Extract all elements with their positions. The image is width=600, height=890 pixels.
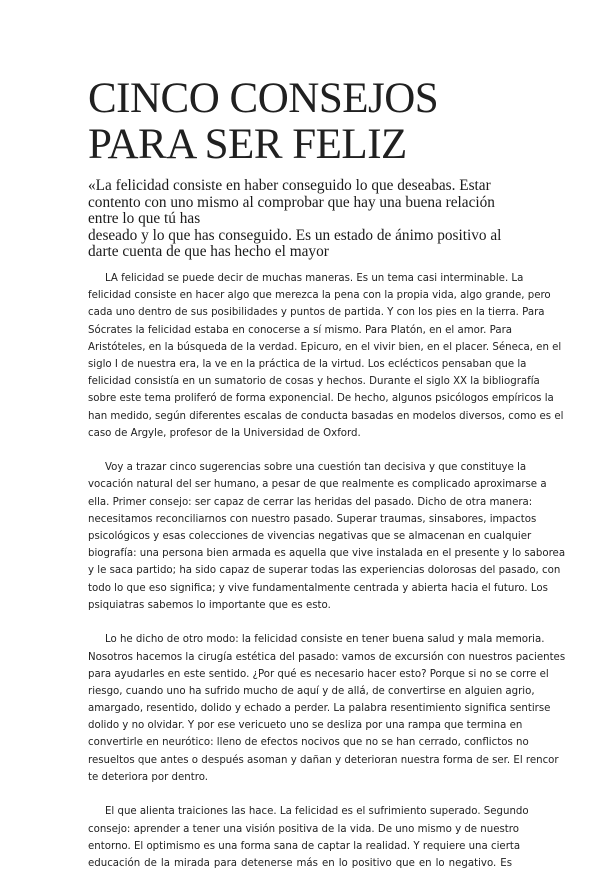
paragraph-line: biografía: una persona bien armada es aquella que vive instalada en el presente y lo saborea bbox=[88, 548, 566, 560]
body-paragraph bbox=[88, 270, 564, 442]
paragraph-line: riesgo, cuando uno ha sufrido mucho de aquí y de allá, de convertirse en alguien agrio, bbox=[88, 685, 535, 697]
paragraph-line: siglo I de nuestra era, la ve en la práctica de la virtud. Los eclécticos pensaban que la bbox=[88, 358, 527, 370]
title-line: PARA SER FELIZ bbox=[88, 121, 407, 168]
paragraph-line: Voy a trazar cinco sugerencias sobre una cuestión tan decisiva y que constituye la bbox=[105, 462, 527, 474]
paragraph-line: para ayudarles en este sentido. ¿Por qué es necesario hacer esto? Porque si no se corre el bbox=[88, 668, 549, 680]
lead-line: «La felicidad consiste en haber conseguido lo que deseabas. Estar bbox=[88, 177, 491, 194]
paragraph-line: Aristóteles, en la búsqueda de la verdad. Epicuro, en el vivir bien, en el placer. Séneca, en el bbox=[88, 341, 562, 353]
paragraph-line: han medido, según diferentes escalas de conducta basadas en modelos diversos, como es el bbox=[88, 410, 564, 422]
body-paragraph bbox=[88, 631, 566, 786]
paragraph-line: te deteriora por dentro. bbox=[88, 771, 208, 783]
paragraph-line: todo lo que eso significa; y vive fundamentalmente centrada y abierta hacia el futuro. Los bbox=[88, 582, 548, 594]
paragraph-line: LA felicidad se puede decir de muchas maneras. Es un tema casi interminable. La bbox=[105, 273, 524, 284]
paragraph-line: psiquiatras sabemos lo importante que es esto. bbox=[88, 599, 331, 611]
paragraph-line: y le saca partido; ha sido capaz de superar todas las experiencias dolorosas del pasado, con bbox=[88, 565, 561, 577]
paragraph-line: amargado, resentido, dolido y echado a perder. La palabra resentimiento significa sentirse bbox=[88, 703, 551, 715]
paragraph-line: Lo he dicho de otro modo: la felicidad consiste en tener buena salud y mala memoria. bbox=[105, 634, 545, 646]
body-paragraph bbox=[88, 459, 566, 614]
lead-line: darte cuenta de que has hecho el mayor bbox=[88, 243, 329, 261]
lead-quote bbox=[88, 178, 518, 261]
page-title bbox=[88, 76, 528, 168]
lead-line: deseado y lo que has conseguido. Es un estado de ánimo positivo al bbox=[88, 226, 502, 244]
title-line: CINCO CONSEJOS bbox=[88, 75, 439, 122]
paragraph-line: necesitamos reconciliarnos con nuestro pasado. Superar traumas, sinsabores, impactos bbox=[88, 513, 537, 525]
lead-line: entre lo que tú has bbox=[88, 210, 201, 228]
lead-line: contento con uno mismo al comprobar que hay una buena relación bbox=[88, 193, 495, 211]
paragraph-line: cada uno dentro de sus posibilidades y puntos de partida. Y con los pies en la tierra. Para bbox=[88, 307, 545, 319]
paragraph-line: convertirle en neurótico: lleno de efectos nocivos que no se han cerrado, conflictos no bbox=[88, 737, 529, 749]
paragraph-line: dolido y no olvidar. Y por ese vericueto uno se desliza por una rampa que termina en bbox=[88, 720, 523, 732]
article-body bbox=[88, 270, 566, 890]
paragraph-line: El que alienta traiciones las hace. La felicidad es el sufrimiento superado. Segundo bbox=[105, 806, 529, 818]
body-paragraph bbox=[88, 803, 529, 872]
paragraph-line: vocación natural del ser humano, a pesar de que realmente es complicado aproximarse a bbox=[88, 479, 547, 491]
paragraph-line: felicidad consistía en un sumatorio de cosas y hechos. Durante el siglo XX la bibliografía bbox=[88, 376, 540, 388]
paragraph-line: Sócrates la felicidad estaba en conocerse a sí mismo. Para Platón, en el amor. Para bbox=[88, 324, 512, 336]
paragraph-line: ella. Primer consejo: ser capaz de cerrar las heridas del pasado. Dicho de otra manera: bbox=[88, 496, 533, 508]
paragraph-line: resueltos que antes o después asoman y dañan y deterioran nuestra forma de ser. El rencor bbox=[88, 754, 559, 766]
paragraph-line: educación de la mirada para detenerse más en lo positivo que en lo negativo. Es bbox=[88, 857, 512, 869]
paragraph-line: Nosotros hacemos la cirugía estética del pasado: vamos de excursión con nuestros pacientes bbox=[88, 651, 566, 663]
paragraph-line: sobre este tema proliferó de forma exponencial. De hecho, algunos psicólogos empíricos la bbox=[88, 393, 554, 405]
paragraph-line: psicológicos y esas colecciones de vivencias negativas que se almacenan en cualquier bbox=[88, 531, 532, 543]
paragraph-line: consejo: aprender a tener una visión positiva de la vida. De uno mismo y de nuestro bbox=[88, 823, 519, 835]
paragraph-line: felicidad consiste en hacer algo que merezca la pena con la propia vida, algo grande, pero bbox=[88, 290, 551, 302]
paragraph-line: caso de Argyle, profesor de la Universidad de Oxford. bbox=[88, 427, 361, 439]
paragraph-line: entorno. El optimismo es una forma sana de captar la realidad. Y requiere una cierta bbox=[88, 840, 521, 852]
